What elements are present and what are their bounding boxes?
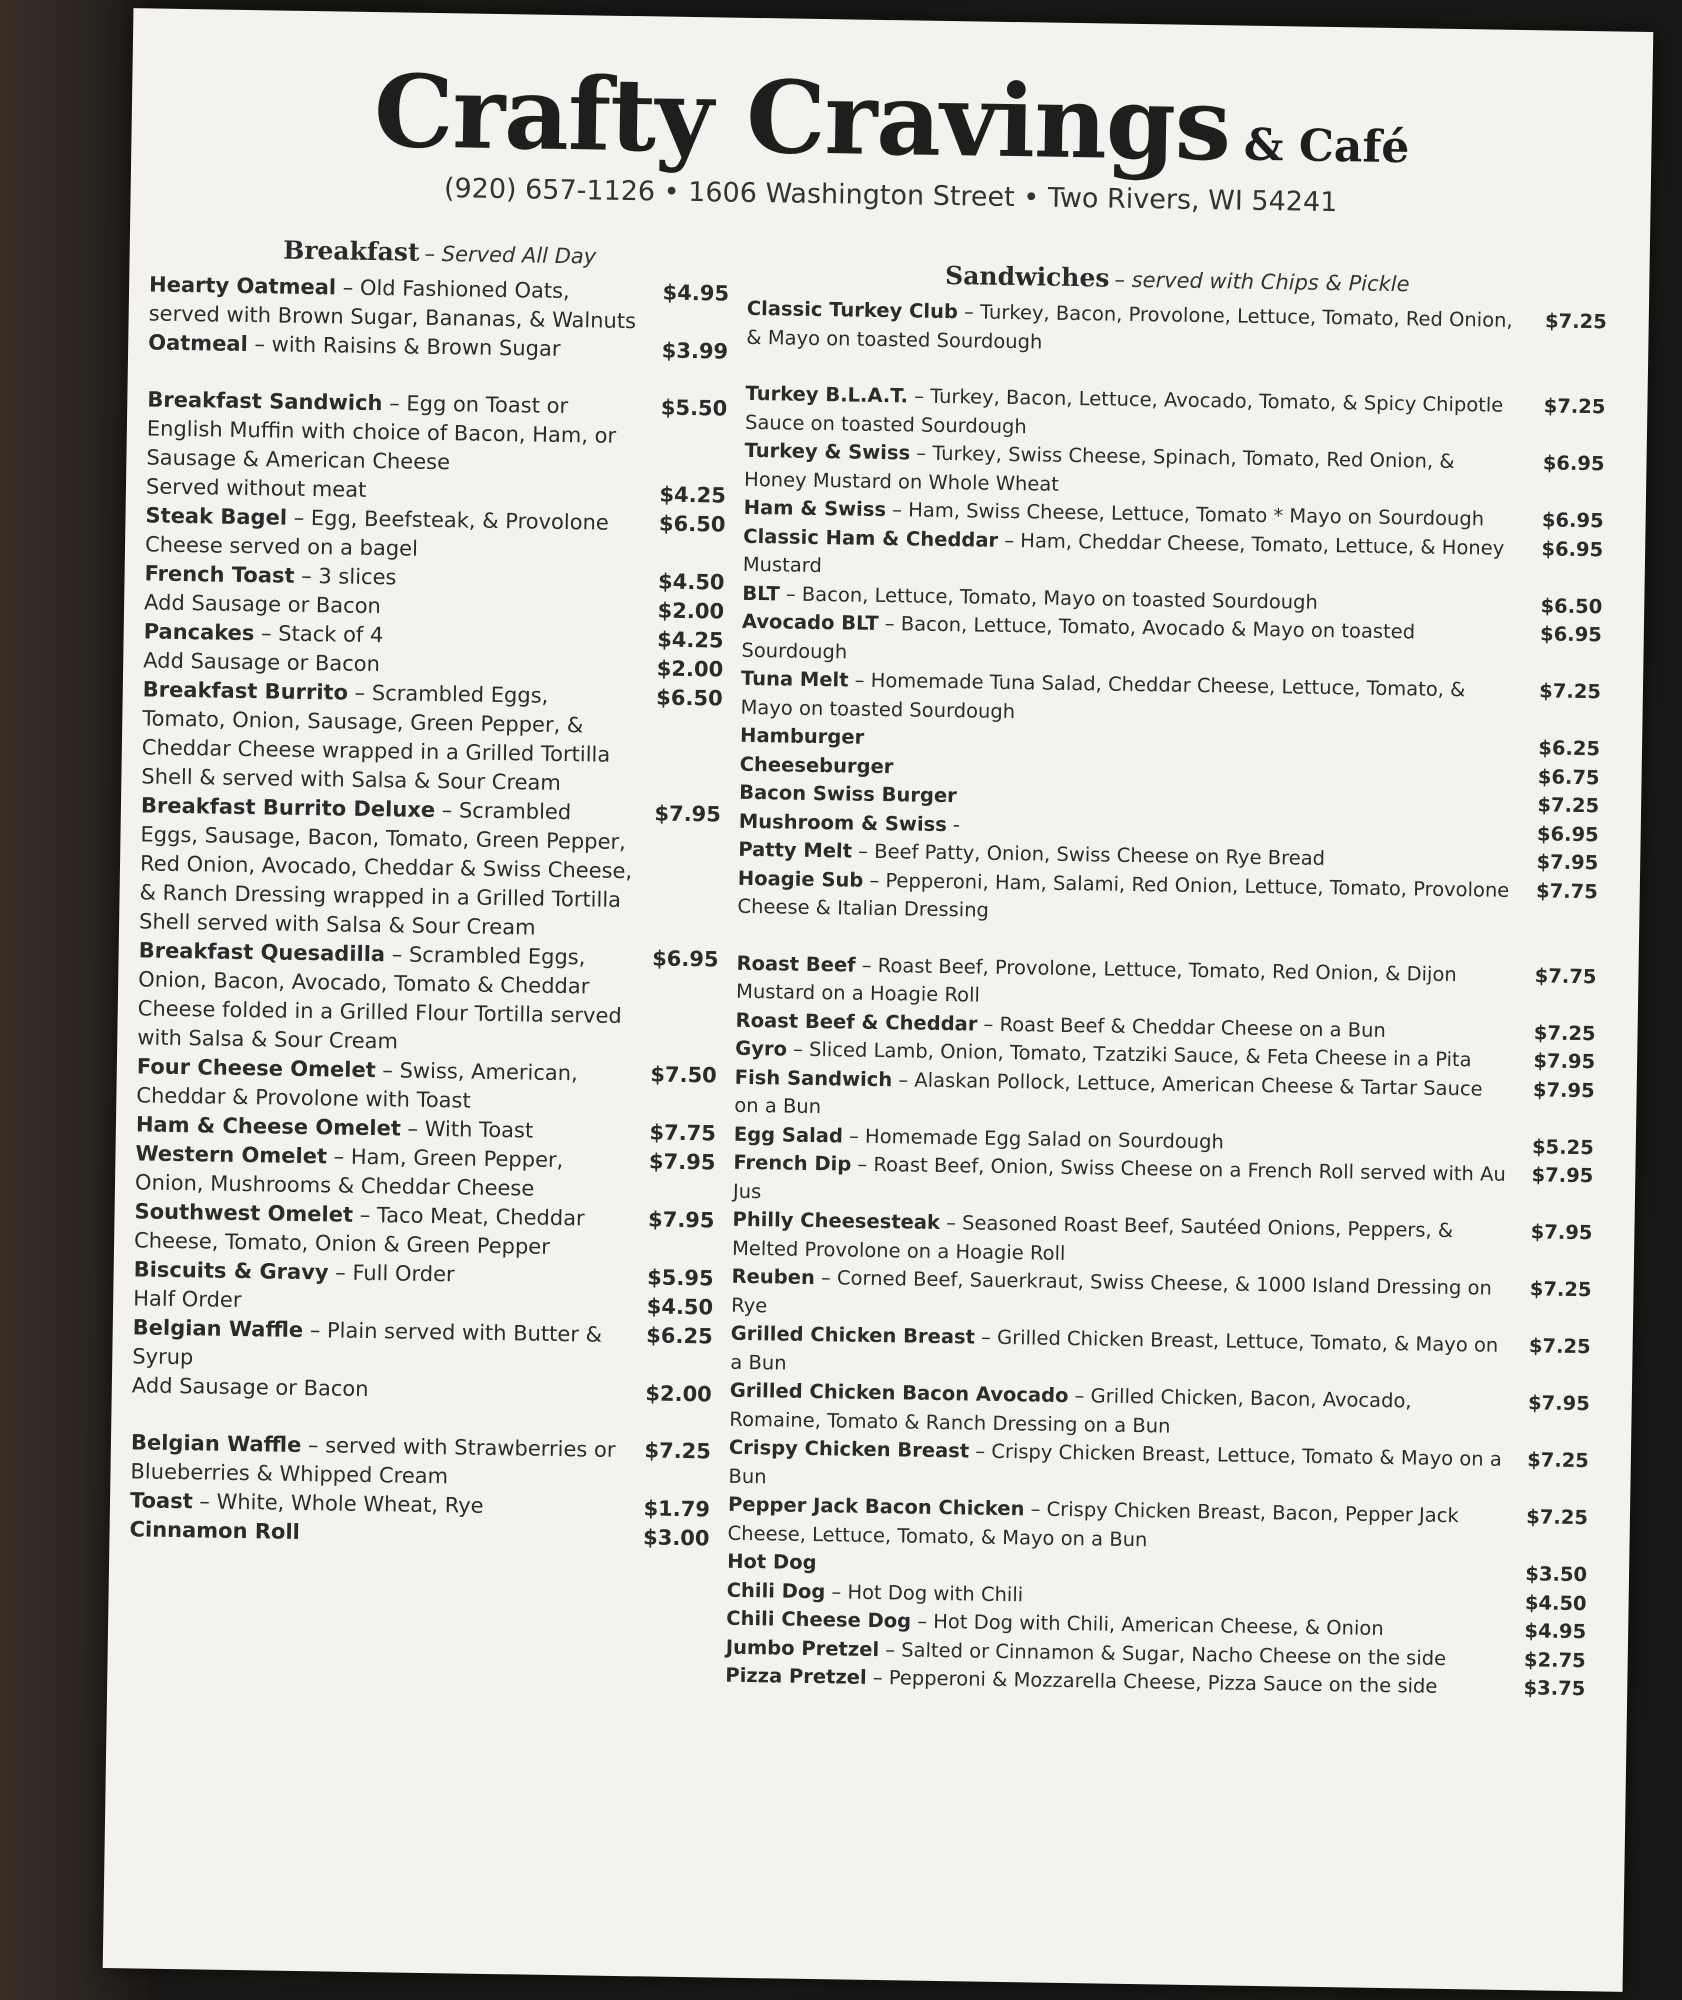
menu-item-name: Belgian Waffle xyxy=(132,1315,304,1343)
menu-item-name: Steak Bagel xyxy=(145,503,288,530)
menu-item-price: $7.95 xyxy=(1536,850,1599,875)
breakfast-items xyxy=(129,270,729,1553)
menu-item-name: Classic Turkey Club xyxy=(746,296,959,324)
menu-item-price: $6.95 xyxy=(1541,536,1604,561)
menu-item-name: Egg Salad xyxy=(733,1122,844,1147)
menu-item-name: Cinnamon Roll xyxy=(129,1517,301,1544)
menu-item xyxy=(130,1428,711,1495)
menu-item-description: - xyxy=(946,812,961,836)
menu-item xyxy=(145,501,726,568)
menu-item-price: $7.95 xyxy=(648,1149,716,1175)
menu-item-description: – Homemade Tuna Salad, Cheddar Cheese, Lettuce, Tomato, & Mayo on toasted Sourdough xyxy=(740,668,1466,723)
menu-item-name: Chili Cheese Dog xyxy=(726,1606,912,1633)
menu-item-description: Add Sausage or Bacon xyxy=(131,1373,369,1402)
menu-item-description: Half Order xyxy=(133,1286,242,1313)
menu-item-price: $3.99 xyxy=(661,338,729,364)
menu-item-description: – Grilled Chicken Breast, Lettuce, Tomato, & Mayo on a Bun xyxy=(730,1325,1499,1375)
menu-item-description: – Alaskan Pollock, Lettuce, American Cheese & Tartar Sauce on a Bun xyxy=(734,1067,1483,1119)
menu-item-description: – Plain served with Butter & Syrup xyxy=(132,1318,603,1370)
menu-item-price: $5.95 xyxy=(646,1265,714,1291)
menu-title xyxy=(131,48,1653,190)
menu-item-name: Jumbo Pretzel xyxy=(725,1635,880,1661)
restaurant-name-suffix: & Café xyxy=(1243,119,1410,174)
menu-item-price: $7.95 xyxy=(1532,1077,1595,1102)
menu-item-name: Biscuits & Gravy xyxy=(133,1257,329,1285)
menu-item-price: $5.25 xyxy=(1531,1134,1594,1159)
menu-item-name: French Dip xyxy=(733,1150,852,1176)
menu-item-description: – Hot Dog with Chili xyxy=(825,1579,1024,1606)
menu-item-text xyxy=(130,1428,625,1494)
menu-item-name: Pepper Jack Bacon Chicken xyxy=(727,1492,1025,1521)
menu-item xyxy=(141,675,723,800)
menu-item-name: Classic Ham & Cheddar xyxy=(743,524,999,552)
menu-item-description: Add Sausage or Bacon xyxy=(143,648,381,677)
menu-item-name: Turkey & Swiss xyxy=(744,438,911,465)
menu-item-text xyxy=(148,270,643,336)
menu-item-name: Mushroom & Swiss xyxy=(738,809,947,836)
menu-item-description: – Roast Beef, Onion, Swiss Cheese on a French Roll served with Au Jus xyxy=(732,1152,1506,1203)
menu-item-description: – Scrambled Eggs, Sausage, Bacon, Tomato, Green Pepper, Red Onion, Avocado, Cheddar & Swiss Cheese, & Ranch Dressing wrapped in a Grilled Tortilla Shell served with Salsa & Sour Cream xyxy=(138,798,633,940)
menu-item-description: – Stack of 4 xyxy=(254,621,384,648)
sandwich-items xyxy=(725,295,1607,1704)
menu-item-description: – Scrambled Eggs, Onion, Bacon, Avocado, Tomato & Cheddar Cheese folded in a Grilled Flour Tortilla served with Salsa & Sour Cream xyxy=(137,942,622,1054)
menu-item-name: Ham & Swiss xyxy=(743,495,887,522)
menu-item-name: Southwest Omelet xyxy=(134,1199,354,1227)
menu-item-price: $7.95 xyxy=(1527,1391,1590,1416)
menu-item-price: $4.25 xyxy=(659,482,727,508)
menu-item-price: $3.75 xyxy=(1523,1676,1586,1701)
menu-item-price: $2.75 xyxy=(1523,1647,1586,1672)
menu-item-name: Breakfast Burrito xyxy=(142,677,349,705)
menu-item-name: Belgian Waffle xyxy=(130,1430,302,1457)
menu-item-description: – served with Strawberries or Blueberries & Whipped Cream xyxy=(130,1432,616,1489)
menu-item-name: Cheeseburger xyxy=(739,752,894,778)
menu-item-description: – with Raisins & Brown Sugar xyxy=(247,332,561,361)
menu-item-text xyxy=(139,791,635,944)
menu-item-description: – With Toast xyxy=(400,1116,534,1143)
menu-item-price: $6.25 xyxy=(646,1323,713,1349)
menu-item-text xyxy=(746,295,1521,364)
menu-item-price: $7.25 xyxy=(1533,1020,1596,1045)
menu-item-description: – Hot Dog with Chili, American Cheese, & Onion xyxy=(910,1609,1384,1641)
menu-item-price: $6.95 xyxy=(1541,508,1604,533)
menu-item-price: $6.95 xyxy=(651,946,719,972)
menu-item-price: $2.00 xyxy=(645,1381,712,1407)
menu-item-description: – Turkey, Bacon, Provolone, Lettuce, Tomato, Red Onion, & Mayo on toasted Sourdough xyxy=(746,300,1513,353)
menu-item-description: – Pepperoni & Mozzarella Cheese, Pizza Sauce on the side xyxy=(866,1665,1438,1698)
menu-item-description: – Ham, Cheddar Cheese, Tomato, Lettuce, & Honey Mustard xyxy=(742,528,1505,578)
menu-item-price: $2.00 xyxy=(656,656,724,682)
menu-item-price: $6.95 xyxy=(1536,821,1599,846)
menu-item-text xyxy=(136,1052,631,1118)
menu-item-description: – Turkey, Swiss Cheese, Spinach, Tomato, Red Onion, & Honey Mustard on Whole Wheat xyxy=(743,441,1455,496)
menu-item-name: Grilled Chicken Bacon Avocado xyxy=(729,1378,1069,1408)
menu-item-description: – Roast Beef, Provolone, Lettuce, Tomato, Red Onion, & Dijon Mustard on a Hoagie Roll xyxy=(735,953,1457,1007)
menu-item-name: Patty Melt xyxy=(738,837,853,863)
menu-item-name: Roast Beef & Cheddar xyxy=(735,1008,978,1036)
menu-item-description: – Seasoned Roast Beef, Sautéed Onions, Peppers, & Melted Provolone on a Hoagie Roll xyxy=(731,1211,1454,1265)
menu-item-price: $4.50 xyxy=(1524,1590,1587,1615)
breakfast-heading xyxy=(149,233,729,271)
menu-item-text xyxy=(145,501,640,567)
menu-item-name: Hearty Oatmeal xyxy=(148,272,337,300)
menu-item-price: $4.25 xyxy=(657,627,724,653)
menu-item xyxy=(134,1197,715,1264)
menu-item-name: Oatmeal xyxy=(148,330,248,357)
menu-item-price: $4.95 xyxy=(662,280,730,306)
menu-item xyxy=(139,791,721,945)
menu-item-price: $7.95 xyxy=(647,1207,715,1233)
menu-item-price: $7.25 xyxy=(1528,1334,1591,1359)
menu-item-text xyxy=(146,385,641,480)
menu-item-name: French Toast xyxy=(144,561,295,588)
menu-item-price: $7.95 xyxy=(1531,1163,1594,1188)
menu-item-text xyxy=(132,1313,627,1379)
menu-item-price: $2.00 xyxy=(657,598,725,624)
menu-item-description: – Ham, Swiss Cheese, Lettuce, Tomato * Mayo on Sourdough xyxy=(885,498,1485,531)
menu-item-price: $7.25 xyxy=(1526,1505,1589,1530)
menu-item-price: $7.25 xyxy=(1543,394,1606,419)
menu-item xyxy=(148,270,729,337)
menu-item-price: $4.95 xyxy=(1524,1619,1587,1644)
menu-item xyxy=(132,1313,713,1380)
menu-item-name: Pancakes xyxy=(143,619,255,646)
menu-item-name: Ham & Cheese Omelet xyxy=(135,1112,402,1141)
menu-item-price: $7.25 xyxy=(1539,679,1602,704)
menu-item-price: $6.50 xyxy=(656,685,723,711)
section-note: – served with Chips & Pickle xyxy=(1114,267,1410,297)
menu-item-name: Grilled Chicken Breast xyxy=(730,1321,976,1349)
menu-item-description: – Bacon, Lettuce, Tomato, Avocado & Mayo on toasted Sourdough xyxy=(741,611,1416,663)
menu-item-name: Toast xyxy=(129,1488,193,1514)
menu-item xyxy=(135,1139,716,1206)
menu-item-description: – Sliced Lamb, Onion, Tomato, Tzatziki Sauce, & Feta Cheese in a Pita xyxy=(786,1037,1472,1072)
menu-item-description: Add Sausage or Bacon xyxy=(143,590,382,619)
menu-item-name: Western Omelet xyxy=(135,1141,328,1169)
menu-sheet xyxy=(103,8,1654,1992)
menu-item-price: $4.50 xyxy=(646,1294,714,1320)
menu-item-name: Gyro xyxy=(735,1036,788,1061)
menu-item-price: $6.75 xyxy=(1537,764,1600,789)
menu-item-text xyxy=(737,864,1512,933)
menu-item-description: – Turkey, Bacon, Lettuce, Avocado, Tomato, & Spicy Chipotle Sauce on toasted Sourdough xyxy=(744,384,1504,438)
menu-item xyxy=(136,1052,717,1119)
menu-item-text xyxy=(135,1139,630,1205)
menu-item-name: Crispy Chicken Breast xyxy=(728,1435,970,1463)
menu-item-price: $7.95 xyxy=(1530,1220,1593,1245)
breakfast-column xyxy=(129,233,730,1553)
menu-item-description: – Egg on Toast or English Muffin with choice of Bacon, Ham, or Sausage & American Cheese xyxy=(146,391,617,475)
menu-item-description: – Full Order xyxy=(328,1260,455,1287)
menu-item-price: $6.95 xyxy=(1542,451,1605,476)
section-title: Breakfast xyxy=(282,235,420,267)
menu-item-name: Philly Cheesesteak xyxy=(732,1207,941,1234)
menu-item-name: Reuben xyxy=(731,1264,816,1290)
menu-item-price: $7.25 xyxy=(1526,1448,1590,1473)
menu-item-price: $3.00 xyxy=(642,1525,710,1551)
section-note: – Served All Day xyxy=(424,241,597,269)
menu-item-name: Fish Sandwich xyxy=(734,1065,893,1091)
menu-item-price: $5.50 xyxy=(660,395,728,421)
menu-item-price: $1.79 xyxy=(643,1496,711,1522)
menu-item-price: $7.95 xyxy=(654,801,722,827)
menu-item-description: – Corned Beef, Sauerkraut, Swiss Cheese, & 1000 Island Dressing on Rye xyxy=(731,1266,1493,1317)
menu-item-description: – Crispy Chicken Breast, Lettuce, Tomato & Mayo on a Bun xyxy=(728,1439,1502,1488)
menu-item-description: Served without meat xyxy=(145,474,367,502)
menu-item-name: Pizza Pretzel xyxy=(725,1663,867,1689)
menu-item-description: – Pepperoni, Ham, Salami, Red Onion, Lettuce, Tomato, Provolone Cheese & Italian Dressing xyxy=(737,868,1510,922)
menu-item-price: $4.50 xyxy=(657,569,725,595)
menu-item-description: – Old Fashioned Oats, served with Brown Sugar, Bananas, & Walnuts xyxy=(148,275,637,334)
menu-item-price: $6.50 xyxy=(1540,593,1603,618)
menu-item-name: Breakfast Burrito Deluxe xyxy=(140,793,436,823)
menu-item-price: $7.25 xyxy=(1537,793,1600,818)
restaurant-name: Crafty Cravings xyxy=(373,51,1232,184)
menu-item-description: – White, Whole Wheat, Rye xyxy=(192,1489,484,1518)
menu-item-description: – Taco Meat, Cheddar Cheese, Tomato, Onion & Green Pepper xyxy=(133,1202,585,1259)
menu-item-description: – Bacon, Lettuce, Tomato, Mayo on toasted Sourdough xyxy=(779,581,1319,614)
menu-item-description: – Crispy Chicken Breast, Bacon, Pepper Jack Cheese, Lettuce, Tomato, & Mayo on a Bun xyxy=(727,1497,1459,1551)
menu-item-description: – Egg, Beefsteak, & Provolone Cheese served on a bagel xyxy=(144,505,609,561)
menu-item-description: – Salted or Cinnamon & Sugar, Nacho Cheese on the side xyxy=(878,1637,1447,1670)
menu-item-name: Hot Dog xyxy=(726,1549,817,1575)
menu-item-name: Hoagie Sub xyxy=(737,866,864,892)
menu-item-price: $7.75 xyxy=(1535,878,1598,903)
menu-item-description: – Roast Beef & Cheddar Cheese on a Bun xyxy=(977,1012,1387,1042)
menu-item-description: – Swiss, American, Cheddar & Provolone with Toast xyxy=(136,1058,578,1113)
menu-item-price: $7.75 xyxy=(649,1120,717,1146)
menu-item-name: Four Cheese Omelet xyxy=(136,1054,376,1083)
menu-item-text xyxy=(134,1197,629,1263)
section-title: Sandwiches xyxy=(944,260,1110,293)
menu-item-price: $7.50 xyxy=(650,1062,717,1088)
menu-item-price: $7.25 xyxy=(1544,309,1607,334)
menu-item-price: $7.95 xyxy=(1533,1049,1596,1074)
menu-item-name: Bacon Swiss Burger xyxy=(739,780,957,808)
menu-item-description: – Homemade Egg Salad on Sourdough xyxy=(842,1123,1225,1153)
menu-item-text xyxy=(141,675,637,799)
sandwiches-column xyxy=(725,258,1607,1704)
menu-item-price: $7.25 xyxy=(644,1438,712,1464)
menu-item-price: $3.50 xyxy=(1525,1562,1588,1587)
menu-item-name: Avocado BLT xyxy=(741,609,879,635)
menu-item-description: – Grilled Chicken, Bacon, Avocado, Romaine, Tomato & Ranch Dressing on a Bun xyxy=(729,1384,1412,1438)
contact-line: (920) 657-1126 • 1606 Washington Street • Two Rivers, WI 54241 xyxy=(443,173,1338,219)
menu-item-description: – Scrambled Eggs, Tomato, Onion, Sausage, Green Pepper, & Cheddar Cheese wrapped in a Grilled Tortilla Shell & served with Salsa & Sour Cream xyxy=(141,680,611,795)
menu-item-name: Hamburger xyxy=(739,723,865,749)
menu-item-description: – 3 slices xyxy=(294,563,397,590)
menu-item-price: $7.75 xyxy=(1534,963,1597,988)
menu-item-name: Roast Beef xyxy=(736,951,856,977)
menu-item-name: Chili Dog xyxy=(726,1578,826,1603)
menu-item-name: Breakfast Quesadilla xyxy=(138,938,386,967)
menu-item-price: $6.95 xyxy=(1539,622,1603,647)
menu-item-price: $6.25 xyxy=(1538,736,1601,761)
menu-item xyxy=(146,385,727,481)
menu-item-name: BLT xyxy=(742,581,780,605)
menu-item-description: – Beef Patty, Onion, Swiss Cheese on Rye Bread xyxy=(851,839,1326,871)
menu-item-text xyxy=(137,936,633,1060)
sandwiches-heading xyxy=(747,258,1607,301)
menu-item-name: Breakfast Sandwich xyxy=(147,387,383,416)
menu-item xyxy=(137,936,719,1061)
menu-item-price: $7.25 xyxy=(1529,1277,1592,1302)
menu-item-description: – Ham, Green Pepper, Onion, Mushrooms & Cheddar Cheese xyxy=(134,1144,564,1201)
menu-item-name: Turkey B.L.A.T. xyxy=(745,381,909,408)
menu-item-price: $6.50 xyxy=(658,511,726,537)
menu-item-name: Tuna Melt xyxy=(740,666,849,692)
